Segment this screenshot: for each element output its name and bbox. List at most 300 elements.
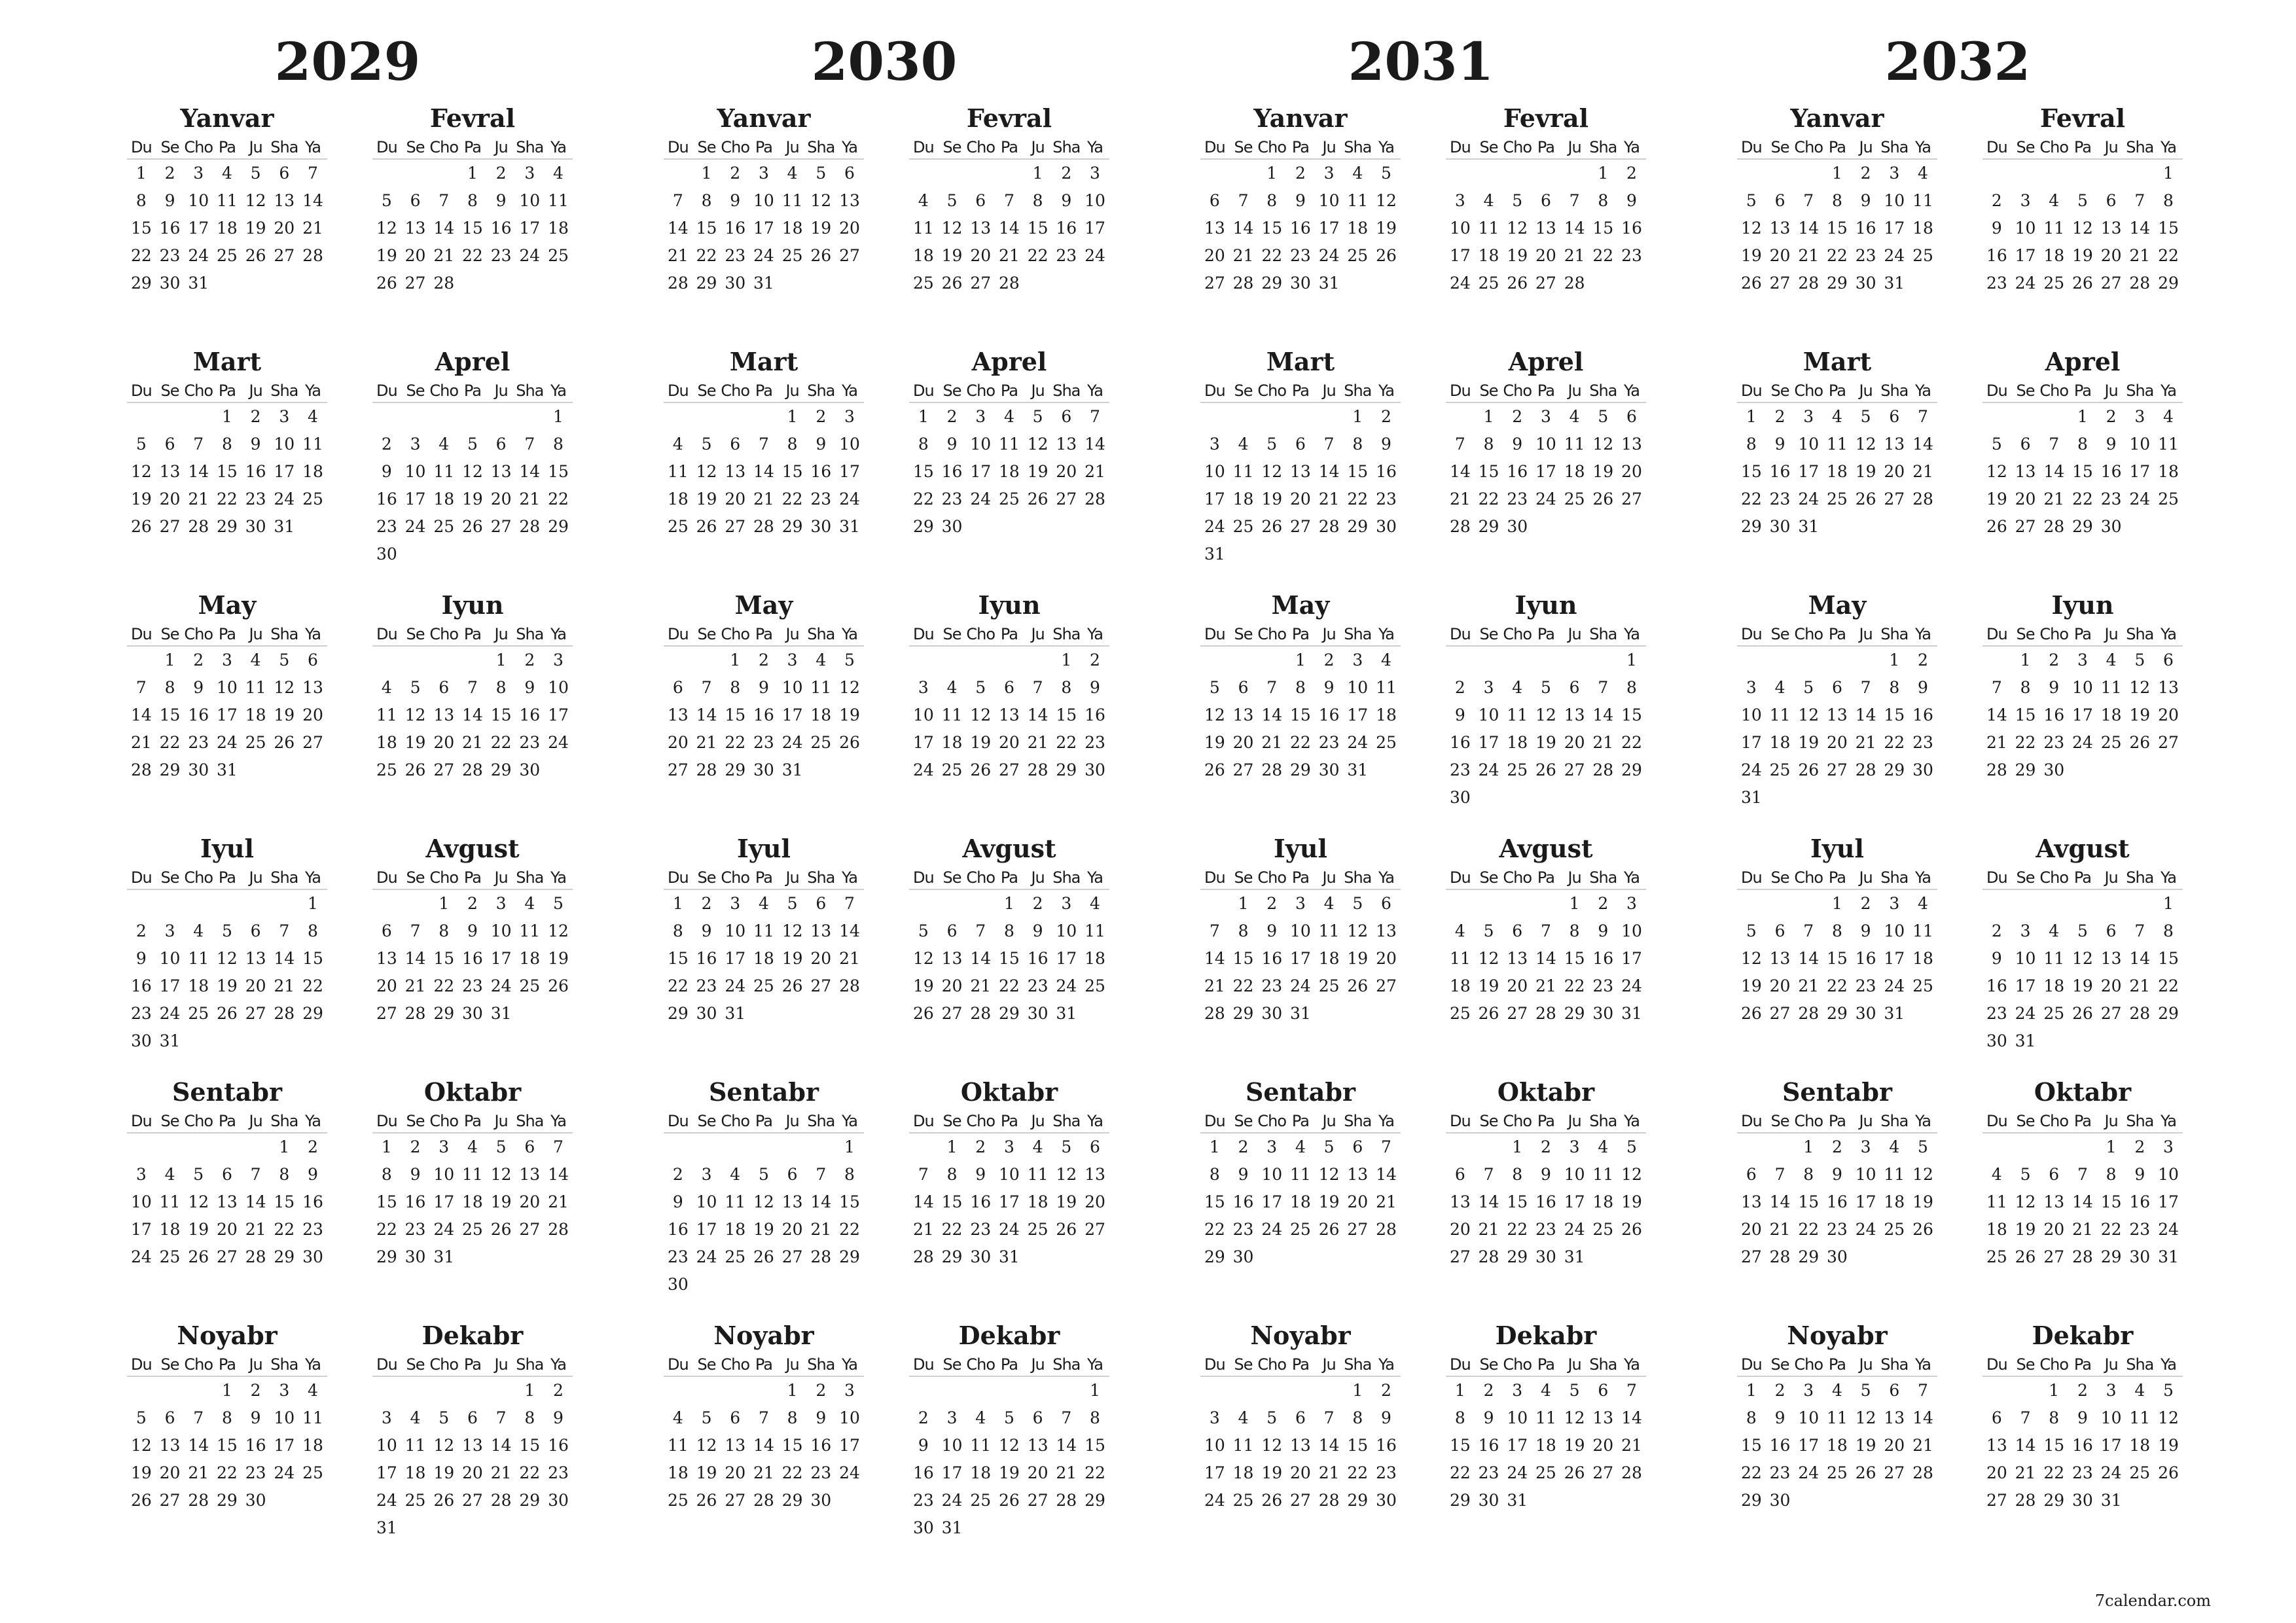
day-cell: 4	[1831, 1381, 1842, 1400]
day-cell: 24	[188, 246, 209, 265]
weekday-label: Ju	[1568, 625, 1581, 643]
day-cell: 27	[245, 1004, 266, 1023]
empty-cell	[1200, 160, 1229, 187]
week-row	[1200, 160, 1401, 187]
weekday-label: Se	[1479, 138, 1498, 156]
day-cell: 18	[1912, 949, 1933, 968]
day-cell: 28	[753, 517, 774, 536]
day-cell: 3	[279, 1381, 290, 1400]
day-cell: 4	[1323, 894, 1335, 913]
day-cell: 28	[1855, 760, 1876, 779]
day-cell: 30	[941, 517, 963, 536]
year-title: 2031	[1348, 31, 1494, 92]
day-cell: 4	[1483, 191, 1494, 210]
empty-cell	[1588, 1243, 1617, 1271]
day-cell: 10	[725, 921, 746, 940]
week-row	[1200, 702, 1401, 729]
weekday-label: Ya	[1378, 138, 1394, 156]
day-cell: 31	[1884, 1004, 1905, 1023]
empty-cell	[1052, 270, 1081, 297]
day-cell: 21	[245, 1220, 266, 1239]
day-cell: 16	[1621, 219, 1642, 238]
day-cell: 14	[2072, 1192, 2093, 1211]
day-cell: 7	[1238, 191, 1249, 210]
day-cell: 17	[376, 1463, 397, 1482]
empty-cell	[1588, 270, 1617, 297]
empty-cell	[1617, 513, 1646, 541]
month-calendar	[909, 831, 1109, 1027]
day-cell: 28	[519, 517, 541, 536]
day-cell: 16	[1986, 976, 2007, 995]
empty-cell	[1560, 513, 1589, 541]
day-cell: 22	[1347, 1463, 1369, 1482]
day-cell: 21	[1912, 1436, 1933, 1455]
weekday-label: Se	[942, 868, 961, 887]
day-cell: 25	[159, 1247, 181, 1266]
day-cell: 27	[490, 517, 512, 536]
day-cell: 28	[188, 1491, 209, 1510]
day-cell: 27	[376, 1004, 397, 1023]
day-cell: 15	[519, 1436, 541, 1455]
day-cell: 31	[376, 1518, 397, 1537]
weekday-label: Pa	[755, 138, 772, 156]
weekday-header	[909, 1353, 1109, 1377]
day-cell: 16	[245, 462, 266, 481]
day-cell: 16	[1986, 246, 2007, 265]
weekday-label: Du	[376, 625, 397, 643]
day-cell: 14	[548, 1165, 569, 1184]
day-cell: 20	[1884, 1436, 1905, 1455]
day-cell: 24	[1798, 1463, 1820, 1482]
day-cell: 11	[1986, 1192, 2007, 1211]
day-cell: 21	[462, 733, 483, 752]
day-cell: 2	[1540, 1137, 1551, 1156]
year-block	[1153, 22, 1689, 1510]
week-row	[372, 1514, 573, 1542]
week-row	[127, 458, 327, 486]
day-cell: 22	[2100, 1220, 2122, 1239]
day-cell: 28	[839, 976, 860, 995]
day-cell: 10	[1261, 1165, 1283, 1184]
day-cell: 28	[970, 1004, 992, 1023]
day-cell: 23	[302, 1220, 323, 1239]
week-row	[1200, 1188, 1401, 1216]
day-cell: 3	[439, 1137, 450, 1156]
week-row	[664, 890, 864, 918]
empty-cell	[664, 160, 692, 187]
day-cell: 20	[1290, 490, 1311, 508]
day-cell: 1	[1483, 407, 1494, 426]
week-row	[909, 972, 1109, 1000]
month-name: Dekabr	[1495, 1321, 1597, 1350]
day-cell: 28	[1318, 517, 1340, 536]
weekday-label: Du	[1449, 1355, 1471, 1374]
day-cell: 25	[1884, 1220, 1905, 1239]
day-cell: 27	[1769, 1004, 1791, 1023]
weekday-label: Se	[697, 382, 716, 400]
day-cell: 2	[758, 651, 769, 669]
day-cell: 20	[245, 976, 266, 995]
day-cell: 12	[404, 705, 426, 724]
day-cell: 6	[2020, 435, 2031, 454]
week-row	[1200, 242, 1401, 270]
empty-cell	[213, 270, 242, 297]
empty-cell	[1286, 1377, 1315, 1404]
day-cell: 29	[217, 517, 238, 536]
day-cell: 3	[553, 651, 564, 669]
day-cell: 27	[1884, 1463, 1905, 1482]
day-cell: 15	[1884, 705, 1905, 724]
weekday-label: Se	[406, 1355, 425, 1374]
day-cell: 9	[1991, 949, 2002, 968]
day-cell: 17	[1478, 733, 1499, 752]
week-row	[1982, 1161, 2183, 1188]
week-row	[909, 458, 1109, 486]
day-cell: 12	[1535, 705, 1556, 724]
month-calendar	[1200, 1075, 1401, 1271]
empty-cell	[2039, 160, 2068, 187]
week-row	[1737, 403, 1937, 431]
day-cell: 10	[2158, 1165, 2179, 1184]
day-cell: 8	[135, 191, 147, 210]
day-cell: 13	[1884, 1408, 1905, 1427]
week-row	[1200, 1133, 1401, 1161]
day-cell: 12	[941, 219, 963, 238]
day-cell: 22	[941, 1220, 963, 1239]
weekday-label: Cho	[429, 1112, 459, 1130]
day-cell: 20	[1986, 1463, 2007, 1482]
day-cell: 25	[2100, 733, 2122, 752]
week-row	[1446, 270, 1646, 297]
weekday-header	[127, 1110, 327, 1133]
month-name: Oktabr	[2034, 1077, 2132, 1107]
weekday-header	[1200, 136, 1401, 160]
day-cell: 21	[667, 246, 689, 265]
day-cell: 13	[519, 1165, 541, 1184]
day-cell: 23	[462, 976, 483, 995]
day-cell: 30	[1085, 760, 1105, 779]
day-cell: 31	[1347, 760, 1369, 779]
weekday-label: Sha	[270, 382, 298, 400]
day-cell: 27	[1884, 490, 1905, 508]
weekday-label: Ya	[1914, 1112, 1931, 1130]
day-cell: 13	[2100, 949, 2122, 968]
week-row	[127, 270, 327, 297]
weekday-header	[1982, 623, 2183, 647]
empty-cell	[270, 890, 298, 918]
month-name: Mart	[192, 347, 262, 376]
month-calendar	[1446, 344, 1646, 541]
day-cell: 27	[941, 1004, 963, 1023]
day-cell: 18	[302, 462, 323, 481]
day-cell: 9	[1774, 1408, 1785, 1427]
month-calendar	[1446, 588, 1646, 812]
day-cell: 24	[999, 1220, 1020, 1239]
day-cell: 8	[1454, 1408, 1465, 1427]
week-row	[1737, 1377, 1937, 1404]
day-cell: 18	[810, 705, 832, 724]
day-cell: 31	[490, 1004, 512, 1023]
weekday-label: Pa	[1537, 868, 1554, 887]
day-cell: 21	[490, 1463, 512, 1482]
day-cell: 28	[1261, 760, 1283, 779]
day-cell: 30	[1507, 517, 1528, 536]
day-cell: 1	[439, 894, 450, 913]
weekday-label: Pa	[2073, 625, 2091, 643]
day-cell: 27	[159, 1491, 181, 1510]
weekday-label: Sha	[1052, 1112, 1081, 1130]
day-cell: 9	[1991, 219, 2002, 238]
day-cell: 26	[217, 1004, 238, 1023]
day-cell: 26	[1478, 1004, 1499, 1023]
month-name: Fevral	[429, 103, 516, 133]
day-cell: 7	[2134, 191, 2145, 210]
week-row	[1982, 431, 2183, 458]
empty-cell	[692, 1133, 721, 1161]
day-cell: 15	[1827, 219, 1848, 238]
week-row	[127, 1487, 327, 1514]
day-cell: 11	[1478, 219, 1499, 238]
day-grid	[127, 890, 327, 1055]
day-cell: 14	[462, 705, 483, 724]
week-row	[127, 1404, 327, 1432]
day-cell: 30	[2072, 1491, 2093, 1510]
day-cell: 20	[839, 219, 860, 238]
day-cell: 30	[1912, 760, 1933, 779]
day-cell: 27	[217, 1247, 238, 1266]
day-cell: 4	[1569, 407, 1580, 426]
day-cell: 20	[1027, 1463, 1049, 1482]
week-row	[664, 513, 864, 541]
weekday-header	[664, 136, 864, 160]
empty-cell	[721, 403, 749, 431]
month-name: Sentabr	[1782, 1077, 1892, 1107]
empty-cell	[995, 513, 1024, 541]
day-cell: 6	[730, 435, 741, 454]
empty-cell	[966, 1514, 995, 1542]
day-cell: 7	[279, 921, 290, 940]
weekday-label: Du	[1986, 138, 2007, 156]
weekday-label: Pa	[1828, 1355, 1846, 1374]
day-cell: 11	[1827, 435, 1848, 454]
day-cell: 5	[2020, 1165, 2031, 1184]
day-cell: 5	[410, 678, 421, 697]
year-title: 2032	[1884, 31, 2031, 92]
empty-cell	[2011, 1133, 2040, 1161]
day-cell: 28	[912, 1247, 934, 1266]
month-name: May	[198, 590, 257, 620]
weekday-label: Se	[697, 138, 716, 156]
empty-cell	[806, 270, 835, 297]
day-cell: 1	[524, 1381, 535, 1400]
day-cell: 27	[404, 274, 426, 293]
day-cell: 22	[781, 490, 803, 508]
empty-cell	[1794, 784, 1823, 812]
day-cell: 11	[1347, 191, 1369, 210]
day-cell: 24	[725, 976, 746, 995]
day-cell: 24	[274, 1463, 295, 1482]
weekday-label: Sha	[1344, 382, 1372, 400]
day-cell: 2	[1774, 407, 1785, 426]
weekday-label: Ya	[304, 138, 321, 156]
day-cell: 4	[2049, 191, 2060, 210]
weekday-header	[909, 380, 1109, 403]
week-row	[127, 674, 327, 702]
day-cell: 7	[816, 1165, 827, 1184]
day-cell: 29	[912, 517, 934, 536]
weekday-label: Ju	[494, 868, 508, 887]
day-cell: 15	[2100, 1192, 2122, 1211]
empty-cell	[1257, 541, 1286, 568]
week-row	[372, 1161, 573, 1188]
month-name: Dekabr	[958, 1321, 1060, 1350]
day-cell: 5	[1746, 191, 1757, 210]
day-cell: 17	[781, 705, 803, 724]
empty-cell	[2011, 1377, 2040, 1404]
day-cell: 26	[753, 1247, 774, 1266]
day-cell: 18	[999, 462, 1020, 481]
day-cell: 12	[188, 1192, 209, 1211]
day-cell: 25	[462, 1220, 483, 1239]
day-cell: 9	[250, 435, 261, 454]
empty-cell	[1200, 403, 1229, 431]
day-cell: 4	[816, 651, 827, 669]
day-cell: 18	[1085, 949, 1105, 968]
day-cell: 7	[2049, 435, 2060, 454]
day-cell: 23	[1478, 1463, 1499, 1482]
day-cell: 2	[1831, 1137, 1842, 1156]
week-row	[1200, 1432, 1401, 1459]
weekday-label: Pa	[2073, 138, 2091, 156]
weekday-label: Sha	[516, 1355, 544, 1374]
empty-cell	[1052, 1514, 1081, 1542]
day-cell: 26	[548, 976, 569, 995]
empty-cell	[966, 160, 995, 187]
day-cell: 26	[1204, 760, 1225, 779]
day-cell: 7	[2134, 921, 2145, 940]
day-cell: 27	[1827, 760, 1848, 779]
day-cell: 30	[1261, 1004, 1283, 1023]
day-cell: 12	[217, 949, 238, 968]
weekday-label: Ya	[841, 138, 857, 156]
weekday-label: Pa	[463, 138, 481, 156]
day-cell: 9	[1238, 1165, 1249, 1184]
weekday-label: Se	[2016, 382, 2035, 400]
day-cell: 23	[1621, 246, 1642, 265]
month-calendar	[1982, 1075, 2183, 1271]
weekday-label: Se	[1234, 1112, 1253, 1130]
weekday-label: Se	[1234, 1355, 1253, 1374]
week-row	[372, 1188, 573, 1216]
day-cell: 25	[188, 1004, 209, 1023]
day-cell: 8	[844, 1165, 855, 1184]
day-cell: 19	[1535, 733, 1556, 752]
day-cell: 10	[1478, 705, 1499, 724]
day-cell: 15	[548, 462, 569, 481]
weekday-label: Cho	[1794, 868, 1823, 887]
weekday-label: Se	[2016, 1355, 2035, 1374]
day-cell: 24	[217, 733, 238, 752]
day-grid	[909, 647, 1109, 784]
day-cell: 10	[1290, 921, 1311, 940]
day-cell: 11	[433, 462, 455, 481]
day-cell: 3	[1803, 407, 1814, 426]
day-cell: 15	[781, 1436, 803, 1455]
week-row	[1737, 486, 1937, 513]
day-cell: 4	[1831, 407, 1842, 426]
week-row	[127, 972, 327, 1000]
week-row	[1446, 674, 1646, 702]
day-cell: 3	[975, 407, 986, 426]
day-cell: 3	[2020, 921, 2031, 940]
empty-cell	[242, 1027, 270, 1055]
day-cell: 7	[410, 921, 421, 940]
day-cell: 1	[1569, 894, 1580, 913]
weekday-label: Cho	[429, 868, 459, 887]
weekday-label: Cho	[1794, 1112, 1823, 1130]
day-cell: 15	[2158, 949, 2179, 968]
day-cell: 11	[1085, 921, 1105, 940]
weekday-label: Se	[1770, 1112, 1789, 1130]
empty-cell	[835, 1000, 864, 1027]
empty-cell	[1588, 1487, 1617, 1514]
empty-cell	[1880, 784, 1909, 812]
day-cell: 5	[701, 1408, 712, 1427]
day-cell: 21	[1535, 976, 1556, 995]
week-row	[127, 431, 327, 458]
empty-cell	[778, 1000, 807, 1027]
week-row	[372, 1404, 573, 1432]
day-cell: 11	[912, 219, 934, 238]
weekday-label: Sha	[1880, 625, 1909, 643]
empty-cell	[1852, 1243, 1880, 1271]
week-row	[372, 215, 573, 242]
day-cell: 1	[2049, 1381, 2060, 1400]
day-cell: 5	[1569, 1381, 1580, 1400]
month-name: Aprel	[435, 347, 511, 376]
day-cell: 18	[781, 219, 803, 238]
weekday-header	[1737, 1353, 1937, 1377]
week-row	[664, 1216, 864, 1243]
day-cell: 3	[193, 164, 204, 183]
day-cell: 4	[1032, 1137, 1043, 1156]
day-cell: 25	[1507, 760, 1528, 779]
day-cell: 21	[2129, 976, 2151, 995]
day-cell: 10	[1798, 435, 1820, 454]
day-cell: 7	[1454, 435, 1465, 454]
day-cell: 15	[159, 705, 181, 724]
empty-cell	[1081, 270, 1109, 297]
empty-cell	[515, 403, 544, 431]
day-cell: 29	[696, 274, 717, 293]
day-cell: 4	[164, 1165, 175, 1184]
day-cell: 22	[1827, 976, 1848, 995]
day-cell: 22	[1290, 733, 1311, 752]
day-cell: 14	[1912, 435, 1933, 454]
day-cell: 21	[302, 219, 323, 238]
year-title: 2030	[811, 31, 958, 92]
day-cell: 12	[130, 1436, 152, 1455]
day-cell: 9	[701, 921, 712, 940]
day-cell: 30	[1855, 274, 1876, 293]
day-cell: 2	[1454, 678, 1465, 697]
day-cell: 5	[1626, 1137, 1637, 1156]
week-row	[1200, 674, 1401, 702]
day-grid	[664, 647, 864, 784]
empty-cell	[544, 270, 573, 297]
day-cell: 30	[1449, 788, 1471, 807]
day-cell: 16	[548, 1436, 569, 1455]
